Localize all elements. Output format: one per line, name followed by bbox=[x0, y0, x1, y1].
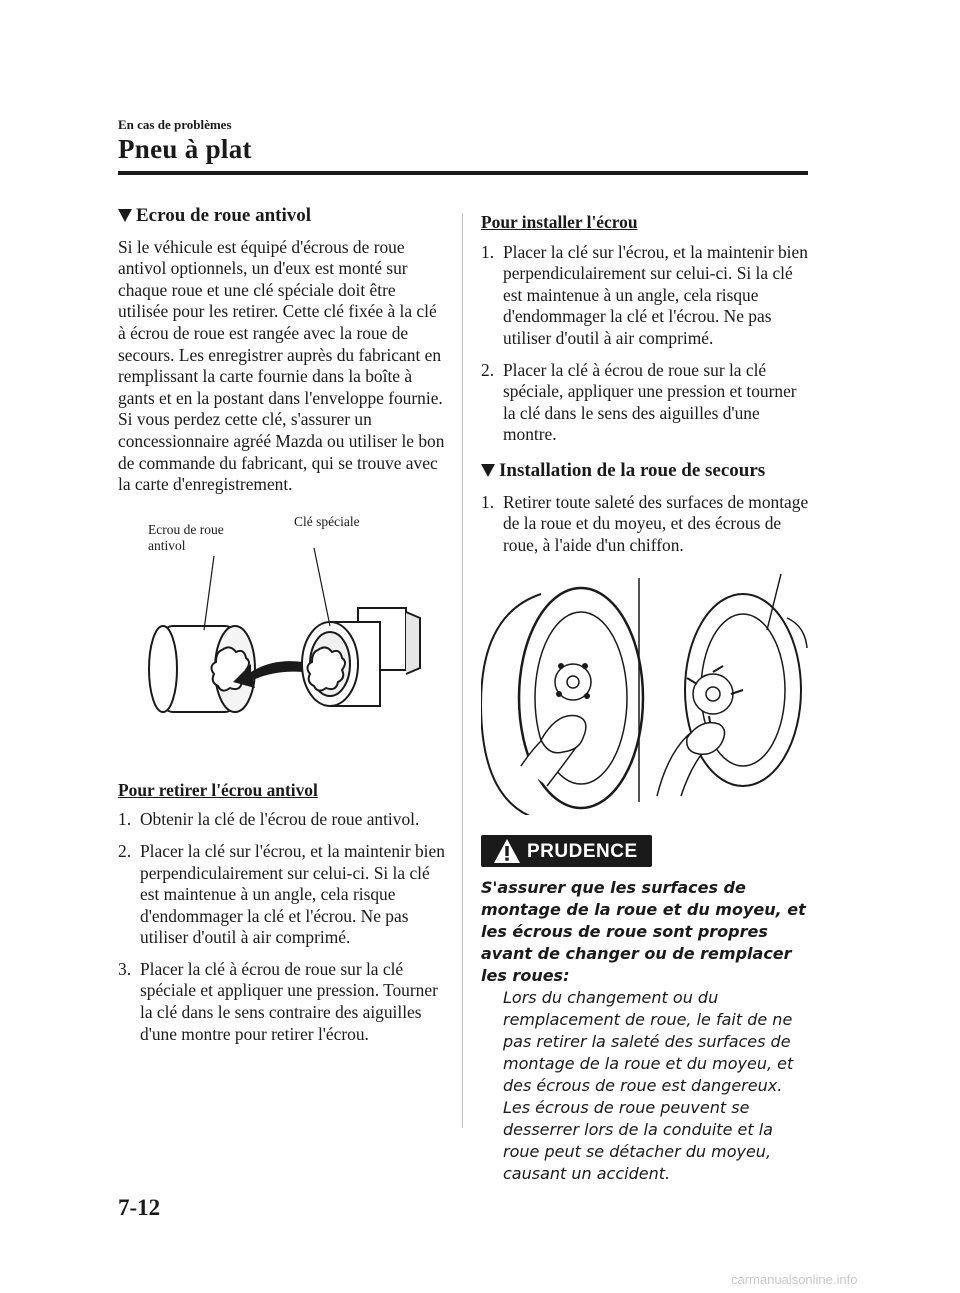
list-item bbox=[481, 242, 813, 350]
step-text: Obtenir la clé de l'écrou de roue antivol. bbox=[140, 809, 420, 830]
step-text: Retirer toute saleté des surfaces de montage de la roue et du moyeu, et des écrous de roue, à l'aide d'un chiffon. bbox=[503, 491, 809, 555]
caution-detail-text: Lors du changement ou du remplacement de roue, le fait de ne pas retirer la saleté des surfaces de montage de la roue et du moyeu, et des écrous de roue est dangereux. Les écrous de roue peuvent se desserrer lors de la conduite et la roue peut se détacher du moyeu, causant un accident. bbox=[503, 988, 794, 1184]
list-item bbox=[118, 841, 448, 949]
remove-steps-list bbox=[118, 809, 448, 1045]
install-steps-list bbox=[481, 242, 813, 446]
subheading-install-nut: Pour installer l'écrou bbox=[481, 212, 638, 232]
label-antitheft-nut-line2: antivol bbox=[148, 537, 186, 553]
figure-lug-nut-key bbox=[118, 513, 448, 752]
heading-spare-wheel bbox=[481, 460, 813, 482]
list-item bbox=[118, 809, 448, 831]
caution-badge-label: PRUDENCE bbox=[527, 840, 638, 862]
list-item bbox=[118, 959, 448, 1045]
left-column bbox=[118, 205, 448, 1055]
wheel-hub-cleaning-illustration bbox=[481, 570, 813, 815]
caution-lead-text: S'assurer que les surfaces de montage de la roue et du moyeu, et les écrous de roue sont propres avant de changer ou de remplacer les roues: bbox=[481, 878, 806, 986]
label-special-key: Clé spéciale bbox=[294, 513, 360, 529]
triangle-down-icon bbox=[481, 464, 495, 477]
figure-cleaning-surfaces bbox=[481, 570, 813, 815]
chapter-title: Pneu à plat bbox=[118, 134, 252, 164]
step-text: Placer la clé sur l'écrou, et la maintenir bien perpendiculairement sur celui-ci. Si la clé est maintenue à un angle, cela risque d'endommager la clé et l'écrou. Ne pas utiliser d'outil à air comprimé. bbox=[140, 840, 445, 948]
step-text: Placer la clé à écrou de roue sur la clé spéciale et appliquer une pression. Tourner la clé dans le sens contraire des aiguilles d'une montre pour retirer l'écrou. bbox=[140, 958, 438, 1044]
label-antitheft-nut bbox=[148, 522, 224, 554]
list-item bbox=[481, 492, 813, 557]
lug-nut-key-illustration bbox=[118, 522, 448, 752]
triangle-down-icon bbox=[118, 209, 132, 222]
step-number: 1. bbox=[481, 241, 495, 262]
step-text: Placer la clé à écrou de roue sur la clé spéciale, appliquer une pression et tourner la clé dans le sens des aiguilles d'une montre. bbox=[503, 359, 797, 445]
caution-badge bbox=[481, 835, 652, 867]
page-number: 7-12 bbox=[118, 1195, 161, 1220]
warning-triangle-icon bbox=[493, 838, 521, 864]
header-rule bbox=[118, 171, 808, 175]
section-label: En cas de problèmes bbox=[118, 117, 232, 132]
subheading-remove-nut: Pour retirer l'écrou antivol bbox=[118, 779, 318, 800]
right-column bbox=[481, 212, 813, 1185]
heading-antitheft-nut bbox=[118, 205, 448, 227]
spare-steps-list bbox=[481, 492, 813, 557]
list-item bbox=[481, 360, 813, 446]
intro-paragraph: Si le véhicule est équipé d'écrous de roue antivol optionnels, un d'eux est monté sur chaque roue et une clé spéciale doit être utilisée pour les retirer. Cette clé fixée à la clé à écrou de roue est rangée avec la roue de secours. Les enregistrer auprès du fabricant en remplissant la carte fournie dans la boîte à gants et en la postant dans l'enveloppe fournie. Si vous perdez cette clé, s'assurer un concessionnaire agréé Mazda ou utiliser le bon de commande du fabricant, qui se trouve avec la carte d'enregistrement. bbox=[118, 236, 445, 495]
step-number: 3. bbox=[118, 958, 132, 979]
step-text: Placer la clé sur l'écrou, et la maintenir bien perpendiculairement sur celui-ci. Si la clé est maintenue à un angle, cela risque d'endommager la clé et l'écrou. Ne pas utiliser d'outil à air comprimé. bbox=[503, 241, 808, 348]
column-divider bbox=[462, 213, 463, 1128]
step-number: 1. bbox=[118, 809, 132, 830]
caution-body bbox=[481, 877, 813, 1185]
step-number: 2. bbox=[481, 359, 495, 380]
step-number: 1. bbox=[481, 491, 495, 512]
heading-spare-wheel-text: Installation de la roue de secours bbox=[499, 459, 766, 481]
step-number: 2. bbox=[118, 840, 132, 861]
heading-antitheft-nut-text: Ecrou de roue antivol bbox=[136, 205, 312, 226]
label-antitheft-nut-line1: Ecrou de roue bbox=[148, 521, 224, 537]
watermark: carmanualsonline.info bbox=[731, 1272, 858, 1287]
